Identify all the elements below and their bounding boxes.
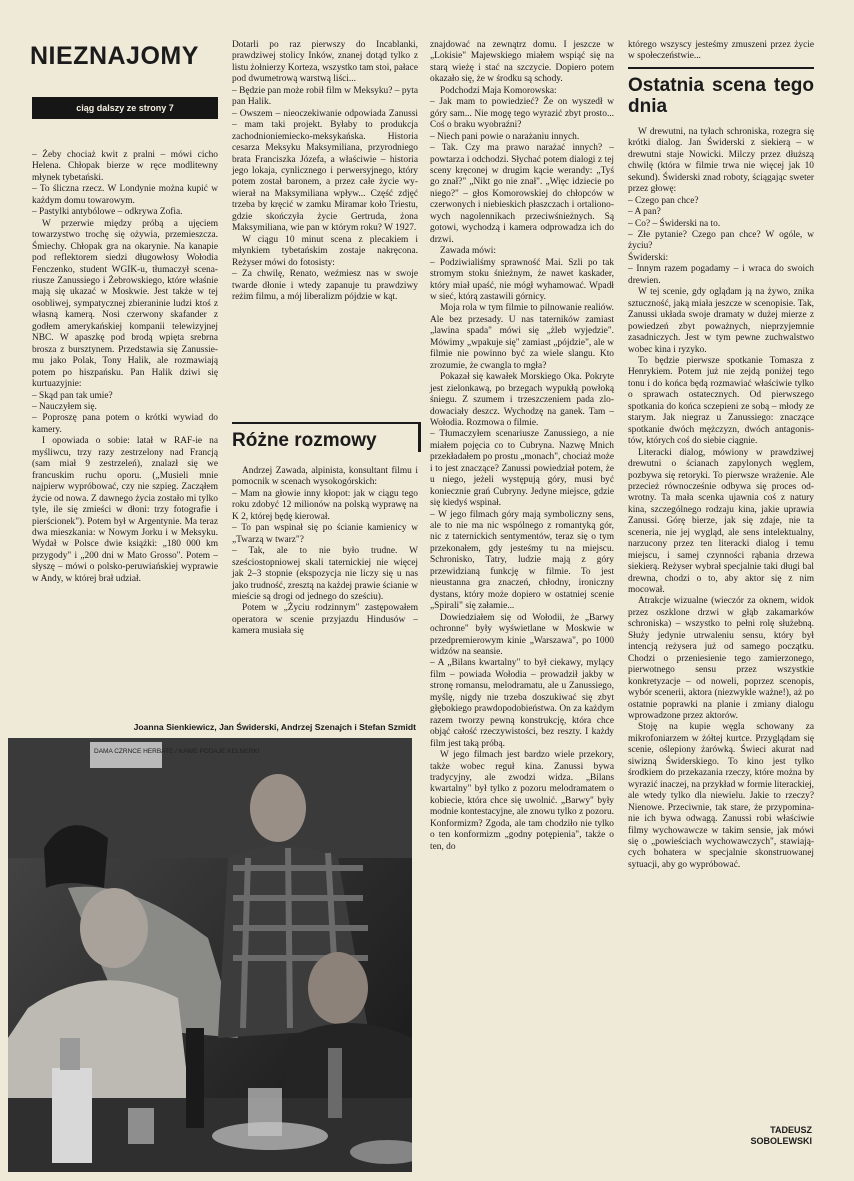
continued-banner: ciąg dalszy ze strony 7 <box>32 97 218 119</box>
photo-illustration <box>8 738 412 1172</box>
paragraph: Literacki dialog, mówiony w prawdziwej drewutni o ścianach zapylonych węglem, pozbywa się retoryki. To pierwsze wrażenie. Ale przecież równocześnie odbywa się proces odwrotny. Ta mała scenka ujawnia coś z natury kina, szczególnego rodzaju kina, jakie uprawia Zanussi. Górę bierze, jak się zdaje, nie ta sceneria, nie jej wygląd, ale sens intelektualny, narzucony przez ten literacki dialog i temu miejscu, i samej czynności rąbania drzewa siekierą. Reżyser wybrał specjalnie taki długi bal drewna, chodzi o to, aby aktor się z nim mocował. <box>628 447 814 596</box>
paragraph: Atrakcje wizualne (wieczór za oknem, widok przez oszklone drzwi w głąb zakamarków schroniska) – wszystko to pełni rolę służebną. Służy jedynie utrwaleniu sensu, który był intencją reżysera już od samego początku. Chodzi o przeniesienie tego zamierzonego, pierwotnego sensu przez wszystkie konkretyzacje – od noweli, poprzez scenopis, wybór scenerii, aktora (niezwykle ważne!), aż po ostatnie poprawki na planie i zmiany dialogu wprowadzone przez aktorów. <box>628 596 814 722</box>
paragraph: – A pan? <box>628 207 661 218</box>
paragraph: – Pastylki antybólowe – odkrywa Zofia. <box>32 207 183 218</box>
sign-board <box>90 742 162 768</box>
paragraph: – Czego pan chce? <box>628 195 699 206</box>
paragraph: Dotarli po raz pierwszy do Incablanki, prawdziwej stolicy Inków, znanej dotąd tylko z listu żołnierzy Korteza, wszystko tam stoi, pałace pod dwumetrową warstwą liści... <box>232 40 418 85</box>
paragraph: Potem w „Życiu rodzinnym" zastępowałem operatora w scenie przyjazdu Hindusów – kamera musiała się <box>232 603 418 637</box>
paragraph: Podchodzi Maja Komorowska: <box>440 85 557 96</box>
column-3 <box>430 40 614 853</box>
paragraph: – Żeby chociaż kwit z pralni – mówi cicho Helena. Chłopak bierze w ręce modlitewny młynek tybetański. <box>32 150 218 183</box>
paragraph: – Jak mam to powiedzieć? Że on wyszedł w góry sam... Nie mogę tego wyrazić zbyt prosto... Coś o braku wyobraźni? <box>430 97 614 131</box>
paragraph: W jego filmach jest bardzo wiele przekory, także wobec reguł kina. Zanussi bywa tradycyjny, ale zwodzi widza. „Bilans kwartalny" był tylko z pozoru melodramatem o kobiecie, która chce się uwolnić. „Barwy" były modnie kontestacyjne, ale znowu tylko z pozoru. Konformizm? Zgoda, ale tam chodziło nie tylko o ten konformizm „godny potępienia", także o ten, do <box>430 750 614 852</box>
section-heading-rozne-rozmowy: Różne rozmowy <box>232 422 421 452</box>
paragraph: – Tłumaczyłem scenariusze Zanussiego, a nie miałem pojęcia co to Cubryna. Nazwę Mnich przekładałem po prostu „monach", chociaż może i to jest znaczące? Zanussi powiedział potem, że u niego, jeżeli występują góry, musi być koniecznie grań Cubryny. Jedyne miejsce, gdzie się kiedyś wspinał. <box>430 429 614 509</box>
paragraph: Pokazał się kawałek Morskiego Oka. Pokryte jest zielonkawą, po brzegach wypukłą powłoką śniegu. Z szumem i trzeszczeniem pada zlodowaciały deszcz. Wychodzę na ganek. Tam – Wołodia. Rozmowa o filmie. <box>430 372 614 428</box>
paragraph: W tej scenie, gdy oglądam ją na żywo, znika sztuczność, jaką miała jeszcze w scenopisie. Tak, Zanussi układa swoje dramaty w dużej mierze z powiedzeń zbyt poważnych, nieprzyjemnie zasadniczych. Jest w tym pewne zuchwalstwo wobec kina i ryzyko. <box>628 287 814 355</box>
paragraph: – Poproszę pana potem o krótki wywiad do kamery. <box>32 413 218 435</box>
section-heading-ostatnia-scena: Ostatnia scena tego dnia <box>628 67 814 117</box>
paragraph: Dowiedziałem się od Wołodii, że „Barwy ochronne" były wyświetlane w Moskwie w przedpremierowym kinie „Warszawa", po 1000 widzów na seansie. <box>430 612 614 658</box>
paragraph: – Nauczyłem się. <box>32 401 97 412</box>
paragraph: Zawada mówi: <box>440 246 496 257</box>
paragraph: znajdować na zewnątrz domu. I jeszcze w „Lokisie" Majewskiego miałem wspiąć się na starą wieżę i stać na szczycie. Dopiero potem okazało się, że w środku są schody. <box>430 40 614 85</box>
paragraph: – Mam na głowie inny kłopot: jak w ciągu tego roku zdobyć 12 milionów na polską wyprawę na K 2, której będę kierował. <box>232 488 418 522</box>
paragraph: To będzie pierwsze spotkanie Tomasza z Henrykiem. Potem już nie zejdą poniżej tego tonu i do końca będą rozmawiać właściwie tylko o sprawach ostatecznych. Od pierwszego spotkania do końca sczepieni ze sobą – młody ze starym. Jak niegraz u Zanussiego: znaczące spotkanie dwóch mężczyzn, dwóch antagonistów, których coś do siebie ciągnie. <box>628 355 814 447</box>
paragraph: – Owszem – nieoczekiwanie odpowiada Zanussi – mam taki projekt. Byłaby to produkcja zachodnioniemiecko-meksykańska. Historia cesarza Meksyku Maksymiliana, przyrodniego brata Franciszka Józefa, a właściwie – historia jego lokaja, cynlicznego i perwersyjnego, który potem został baronem, a przez całe życie wywierał na Maksymiliana wpływ... Część zdjęć trzeba by kręcić w zamku Miramar koło Triestu, gdzie skończyła życie Gertruda, żona Maksymiliana, wie pan w którym roku? W 1927. <box>232 108 418 234</box>
paragraph: Świderski: <box>628 252 669 263</box>
column-4 <box>628 40 814 871</box>
paragraph: I opowiada o sobie: latał w RAF-ie na myśliwcu, trzy razy zestrzelony nad Francją (sam miał 9 zestrzeleń), znalazł się we francuskim ruchu oporu. („Musieli mnie najpierw wypróbować, czy nie szpieg. Zacząłem życie od nowa. Z dawnego życia zostało mi tylko tyle, ile się zmieści w dłoni: trzy fotografie i pierścionek"). Potem był w Argentynie. Ma teraz dwa mieszkania: w Nowym Jorku i w Meksyku. Wydał w Polsce dwie książki: „180 000 km przygody" i „200 dni w Mato Grosso". Potem – słyszę – mówi o polsko-peruwiańskiej wyprawie w Andy, w której brał udział. <box>32 436 218 584</box>
paragraph: – Skąd pan tak umie? <box>32 390 113 401</box>
paragraph: Stoję na kupie węgla schowany za mikrofoniarzem w żółtej kurtce. Przyglądam się scenie, oślepiony żarówką. Świeci akurat nad siwizną Świderskiego. To kino jest tylko środkiem do przekazania rzeczy, które można by wyrazić inaczej, na przykład w formie literackiej, ale wtedy tylko dla niewielu. Jakie to rzeczy? Nienowe. Przeciwnie, tak stare, że przypominanie ich bywa odwagą. Zanussi robi właściwie filmy wychowawcze w takim sensie, jak mówi się o „powieściach wychowawczych", stawiających bohatera w specjalnie skonstruowanej sytuacji, aby go wypróbować. <box>628 722 814 870</box>
photo-film-set <box>8 738 412 1172</box>
paragraph: – Niech pani powie o narażaniu innych. <box>430 131 580 142</box>
paragraph: – Złe pytanie? Czego pan chce? W ogóle, w życiu? <box>628 229 814 252</box>
paragraph: którego wszyscy jesteśmy zmuszeni przez życie w społeczeństwie... <box>628 40 814 62</box>
paragraph: W ciągu 10 minut scena z plecakiem i młynkiem tybetańskim zostaje nakręcona. Reżyser mówi do fotosisty: <box>232 234 418 268</box>
paragraph: – A „Bilans kwartalny" to był ciekawy, mylący film – powiada Wołodia – prowadził jakby w stronę romansu, melodramatu, ale u Zanussiego, myślę, nigdy nie trzeba doszukiwać się zbyt głębokiego prawdopodobieństwa. On za każdym razem tworzy pewną konstrukcję, która chce objąć całość rzeczywistości, bez reszty. I każdy film jest taką próbą. <box>430 658 614 749</box>
paragraph: – Podziwialiśmy sprawność Mai. Szli po tak stromym stoku śnieżnym, że nawet kaskader, który miał upaść, nie mógł wyhamować. Wpadł w sieć, którą zastawili górnicy. <box>430 257 614 302</box>
paragraph: Moja rola w tym filmie to pilnowanie realiów. Ale bez przesady. U nas taterników zamiast „lawina spada" mówi się „żleb wyjedzie". Mówimy „wpakuje się" zamiast „pójdzie", ale w filmie nie powinno być za wiele slangu. Kto zrozumie, że cwangla to mgła? <box>430 303 614 371</box>
column-1 <box>32 150 218 585</box>
author-byline <box>700 1125 812 1147</box>
paragraph: – To pan wspinał się po ścianie kamienicy w „Twarzą w twarz"? <box>232 523 418 545</box>
paragraph: Andrzej Zawada, alpinista, konsultant filmu i pomocnik w scenach wysokogórskich: <box>232 466 418 488</box>
paragraph: – Za chwilę, Renato, weźmiesz nas w swoje twarde dłonie i wtedy zapanuje tu prawdziwy reżim filmu, a mój liberalizm pójdzie w kąt. <box>232 269 418 302</box>
paragraph: – To śliczna rzecz. W Londynie można kupić w każdym domu towarowym. <box>32 184 218 206</box>
paragraph: – Tak. Czy ma prawo narażać innych? – powtarza i odchodzi. Słychać potem dialogi z tej sceny kręconej w drugim kącie werandy: „Tyś go znał?" „Nikt go nie znał". „Więc idziecie po niego?" – głos Komorowskiej do chłopców w czerwonych i niebieskich płaszczach i ortalionowych nagolennikach przeciwśnieżnych. Są gotowi, wychodzą i kamera odprowadza ich do drzwi. <box>430 143 614 245</box>
paragraph: W drewutni, na tyłach schroniska, rozegra się krótki dialog. Jan Świderski z siekierą – w drewutni staje Nowicki. Milczy przez dłuższą chwilę (która w filmie trwa nie więcej jak 10 sekund). Świderski znad roboty, ściągając sweter przez głowę: <box>628 126 814 195</box>
article-kicker: NIEZNAJOMY <box>30 42 199 70</box>
sign-text: DAMA CZRNCE HERBATE / KAWE PODAJE KELNERKI <box>94 748 260 755</box>
author-last-name: SOBOLEWSKI <box>750 1136 812 1146</box>
author-first-name: TADEUSZ <box>770 1125 812 1135</box>
paragraph: – Tak, ale to nie było trudne. W sześciostopniowej skali taternickiej nie więcej jak 2–3 stopnie (ekspozycja nie liczy się u nas jako trudność, zresztą na każdej prawie ścianie w mieście są drogi od jednego do sześciu). <box>232 546 418 602</box>
paragraph: – Co? – Świderski na to. <box>628 218 721 229</box>
paragraph: W przerwie między próbą a ujęciem towarzystwo trochę się ożywia, przemieszcza. Śmiechy. Chłopak gra na okarynie. Na kanapie pod reflektorem siedzi długowłosy Wołodia Fenczenko, student WGIK-u, tłumaczył scenariusze Zanussiego i Żebrowskiego, które właśnie mają się ukazać w Moskwie. Jest także w tej osobliwej, sympatycznej zbieraninie ludzi ktoś z własną kamerą. Nosi czerwony skafander z godłem amerykańskiej kompanii telewizyjnej NBC. W apaszkę pod brodą wpięta srebrna brosza z bursztynem. Przedstawia się Zanussiemu jako Polak, Tony Halik, ale rozmawiają potem po hiszpańsku. Pan Halik dziwi się kurtuazyjnie: <box>32 218 218 390</box>
column-2-bottom <box>232 466 418 638</box>
paragraph: – W jego filmach góry mają symboliczny sens, ale to nie ma nic wspólnego z romantyką gór, nic z taternickich sentymentów, teraz się o tym przekonałem, gdy jesteśmy tu na miejscu. Schronisko, Tatry, ludzie mają z góry przewidzianą funkcję w filmie. To jest nieustanna gra znaczeń, chłodny, ironiczny dystans, który może dopiero w ostatniej scenie „Spirali" się załamie... <box>430 509 614 612</box>
paragraph: – Będzie pan może robił film w Meksyku? – pyta pan Halik. <box>232 85 418 108</box>
paragraph: – Innym razem pogadamy – i wraca do swoich drewien. <box>628 264 814 286</box>
column-2-top <box>232 40 418 303</box>
photo-credit: Joanna Sienkiewicz, Jan Świderski, Andrzej Szenajch i Stefan Szmidt <box>133 722 416 732</box>
